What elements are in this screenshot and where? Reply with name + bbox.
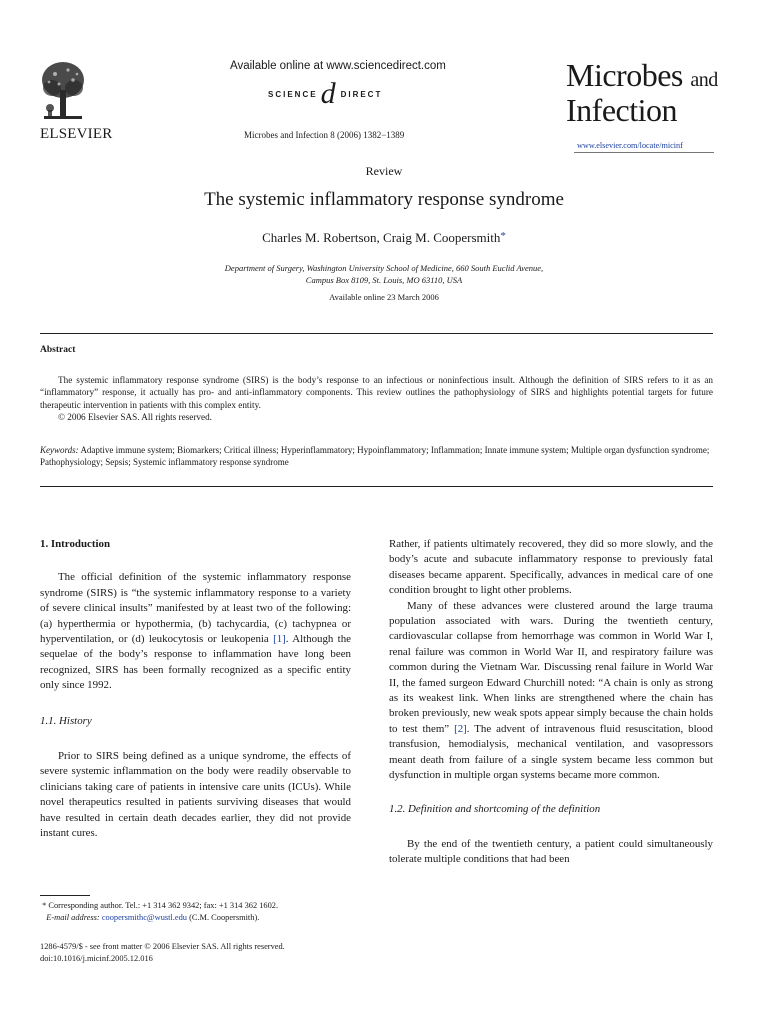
- footnote-mark: *: [42, 901, 47, 910]
- email-suffix: (C.M. Coopersmith).: [189, 913, 260, 922]
- issn-block: [40, 941, 285, 965]
- keywords-list: Adaptive immune system; Biomarkers; Critical illness; Hyperinflammatory; Hypoinflammatory; Inflammation; Innate immune system; Multiple organ dysfunction syndrome; Pathophysiology; Sepsis; Systemic inflammatory response syndrome: [40, 445, 710, 468]
- sciencedirect-at-icon: d: [320, 77, 338, 110]
- left-column: [40, 537, 351, 842]
- reference-1-link[interactable]: [1]: [273, 633, 286, 646]
- available-online-date: Available online 23 March 2006: [329, 292, 439, 302]
- article-authors: [0, 230, 768, 246]
- right-p2-text-b: . The advent of intravenous fluid resuscitation, blood transfusion, hemodialysis, mechanical ventilation, and vasopressors meant death from failure of a single system became less common but dysfunction in multiple organ systems became more common.: [389, 722, 713, 782]
- email-label: E-mail address:: [46, 913, 100, 922]
- footnote-rule: [40, 895, 90, 896]
- abstract-bottom-rule: [40, 486, 713, 487]
- corresponding-author-text: Corresponding author. Tel.: +1 314 362 9342; fax: +1 314 362 1602.: [48, 901, 279, 910]
- section-1-heading: 1. Introduction: [40, 538, 110, 550]
- intro-text-b: . Although the sequelae of the body’s response to inflammation have long been recognized, SIRS has been formally recognized as a specific entity only since 1992.: [40, 633, 351, 692]
- abstract-body: [40, 374, 713, 423]
- journal-name-line1: Microbes: [566, 57, 683, 93]
- header-divider: [574, 152, 714, 153]
- reference-2-link[interactable]: [2]: [454, 722, 467, 735]
- definition-paragraph: By the end of the twentieth century, a patient could simultaneously tolerate multiple conditions that had been: [389, 837, 713, 866]
- author-names: Charles M. Robertson, Craig M. Coopersmith: [262, 230, 501, 245]
- right-paragraph-1: Rather, if patients ultimately recovered, they did so more slowly, and the body’s acute and subacute inflammatory response to previously fatal diseases became apparent. Specifically, advances in medical care of one condition brought to light other problems.: [389, 538, 713, 597]
- abstract-copyright: © 2006 Elsevier SAS. All rights reserved.: [58, 411, 212, 422]
- article-section-type: Review: [365, 164, 403, 178]
- journal-citation: Microbes and Infection 8 (2006) 1382−1389: [244, 130, 405, 140]
- corresponding-author-note: [40, 900, 278, 912]
- email-link[interactable]: coopersmithc@wustl.edu: [101, 913, 187, 922]
- journal-name-line2: Infection: [566, 92, 677, 128]
- article-title: The systemic inflammatory response syndrome: [204, 189, 564, 210]
- right-paragraph-2: [389, 599, 713, 784]
- email-note: [40, 912, 278, 924]
- right-column: [389, 537, 713, 868]
- affiliation-line-2: Campus Box 8109, St. Louis, MO 63110, USA: [305, 275, 463, 285]
- keywords-label: Keywords:: [40, 445, 79, 455]
- abstract-top-rule: [40, 333, 713, 334]
- affiliation-line-1: Department of Surgery, Washington University School of Medicine, 660 South Euclid Avenue,: [224, 263, 544, 273]
- history-paragraph: Prior to SIRS being defined as a unique syndrome, the effects of severe systemic inflammation on the body were readily observable to clinicians taking care of patients in intensive care units (ICUs). While novel therapeutics resulted in patients surviving diseases that would have resulted in certain death decades earlier, they did not provide instant cures.: [40, 750, 351, 840]
- abstract-text: The systemic inflammatory response syndrome (SIRS) is the body’s response to an infectious or noninfectious insult. Although the definition of SIRS refers to it as an “inflammatory” response, it actually has pro- and anti-inflammatory components. This review outlines the pathophysiology of SIRS and highlights potential targets for future therapeutic intervention in patients with this complex entity.: [40, 375, 713, 410]
- section-1-2-heading: 1.2. Definition and shortcoming of the definition: [389, 802, 601, 815]
- elsevier-tree-logo: [40, 60, 86, 126]
- doi-line: doi:10.1016/j.micinf.2005.12.016: [40, 954, 153, 963]
- journal-url-link[interactable]: www.elsevier.com/locate/micinf: [577, 141, 683, 150]
- journal-title: [566, 57, 718, 128]
- issn-line: 1286-4579/$ - see front matter © 2006 Elsevier SAS. All rights reserved.: [40, 942, 285, 951]
- publisher-name: ELSEVIER: [40, 126, 113, 142]
- footnote: [40, 900, 278, 924]
- intro-paragraph: [40, 570, 351, 693]
- section-1-1-heading: 1.1. History: [40, 714, 92, 727]
- keywords-block: [40, 444, 713, 469]
- sciencedirect-logo: [268, 77, 383, 110]
- journal-name-and: and: [690, 69, 718, 91]
- right-p2-text-a: Many of these advances were clustered around the large trauma population associated with wars. During the twentieth century, cardiovascular collapse from hemorrhage was common in World War I, renal failure was common in World War II, and respiratory failure was common during the Vietnam War. Discussing renal failure in World War II, the famed surgeon Edward Churchill noted: “A chain is only as strong as its weakest link. When links are strengthened where the chain has broken previously, new weak spots appear simply because the chain holds to test them”: [389, 599, 713, 735]
- author-affiliation: [0, 262, 768, 286]
- intro-text-a: The official definition of the systemic inflammatory response syndrome (SIRS) is “the systemic inflammatory response to a variety of severe clinical insults” manifested by at least two of the following: (a) hyperthermia or hypothermia, (b) tachycardia, (c) tachypnea or hyperventilation, or (d) leukocytosis or leukopenia: [40, 571, 351, 646]
- sciencedirect-left: SCIENCE: [268, 89, 318, 99]
- abstract-heading: Abstract: [40, 345, 76, 355]
- corresponding-author-mark[interactable]: *: [500, 230, 506, 242]
- available-online-text: Available online at www.sciencedirect.com: [230, 60, 446, 72]
- sciencedirect-right: DIRECT: [340, 89, 383, 99]
